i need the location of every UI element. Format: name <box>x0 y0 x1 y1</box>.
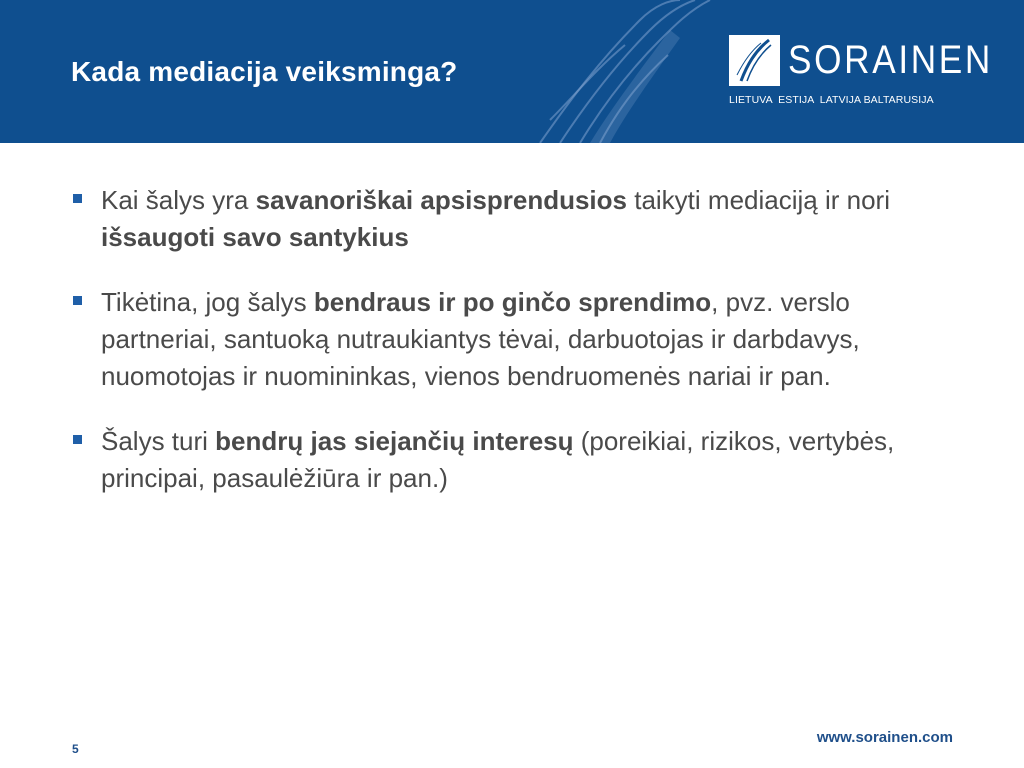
bullet-text <box>101 182 961 256</box>
bullet-text-bold-segment: bendraus ir po ginčo sprendimo <box>313 287 712 317</box>
sorainen-logo-mark-icon <box>729 35 780 86</box>
bullet-text-bold-segment: išsaugoti savo santykius <box>101 222 409 252</box>
header-banner <box>0 0 1024 143</box>
page-number: 5 <box>72 742 79 756</box>
bullet-text-bold-segment: bendrų jas siejančių interesų <box>215 426 574 456</box>
bullet-text-segment: taikyti mediaciją ir nori <box>627 185 890 215</box>
bullet-text-segment: , pvz. verslo partneriai, santuoką nutraukiantys tėvai, darbuotojas ir darbdavys, nuomotojas ir nuomininkas, vienos bendruomenės nariai ir pan. <box>101 287 860 391</box>
slide-title: Kada mediacija veiksminga? <box>71 56 458 87</box>
sorainen-wordmark: SORAINEN <box>788 38 993 82</box>
square-bullet-icon <box>73 296 82 305</box>
square-bullet-icon <box>73 435 82 444</box>
bullet-text-bold-segment: savanoriškai apsisprendusios <box>255 185 627 215</box>
square-bullet-icon <box>73 194 82 203</box>
bullet-item <box>71 182 961 256</box>
footer-website-link[interactable]: www.sorainen.com <box>816 729 953 746</box>
bullet-text-segment: Šalys turi <box>101 426 216 456</box>
bullet-text <box>101 423 961 497</box>
logo-stroke-icon <box>729 35 780 86</box>
bullet-text-segment: Kai šalys yra <box>101 185 256 215</box>
bullet-text-segment: (poreikiai, rizikos, vertybės, principai, pasaulėžiūra ir pan.) <box>101 426 895 493</box>
bullet-item <box>71 423 961 497</box>
bullet-text <box>101 284 961 395</box>
decorative-swirl-graphic <box>530 0 730 143</box>
bullet-list <box>71 182 961 525</box>
bullet-item <box>71 284 961 395</box>
bullet-text-segment: Tikėtina, jog šalys <box>101 287 314 317</box>
logo-countries-tagline: LIETUVA ESTIJA LATVIJA BALTARUSIJA <box>729 94 934 106</box>
